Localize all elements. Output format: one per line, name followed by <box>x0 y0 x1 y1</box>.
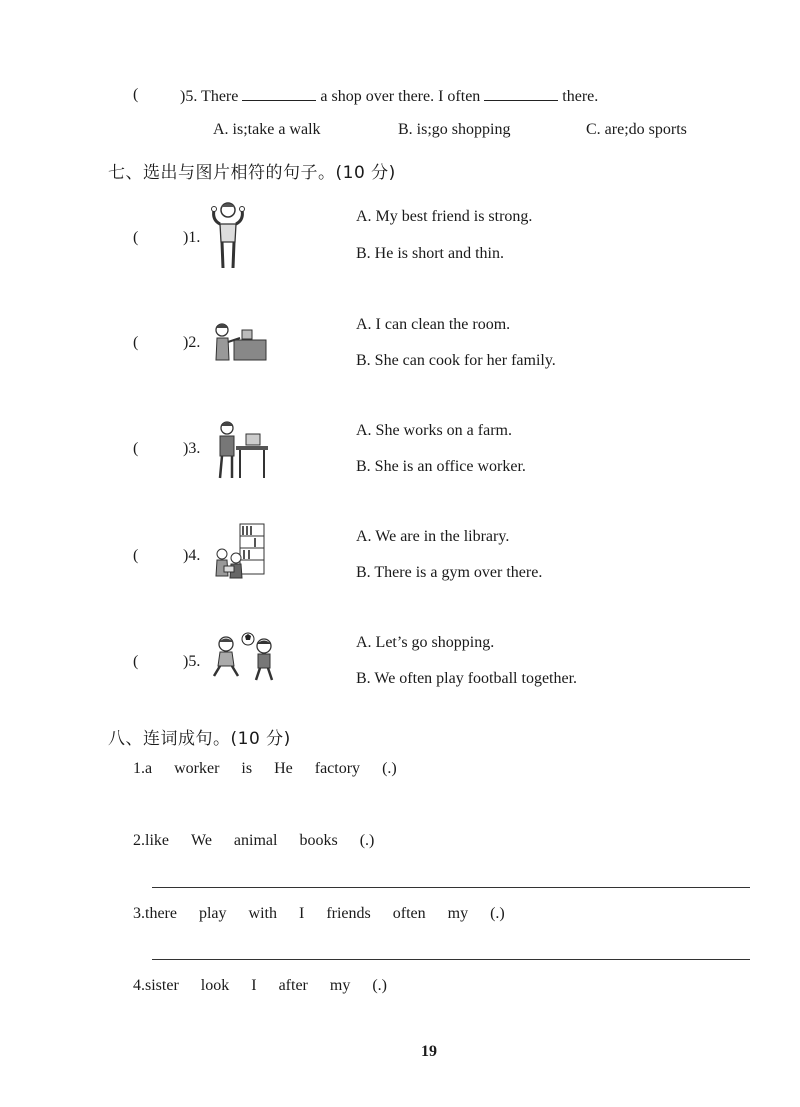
word: look <box>200 977 230 994</box>
option-a: A. is;take a walk <box>213 121 321 138</box>
word: my <box>329 977 351 994</box>
strong-boy-flexing-icon <box>208 198 248 272</box>
choice-b: B. We often play football together. <box>356 670 578 687</box>
choice-a: A. My best friend is strong. <box>356 208 533 225</box>
scrambled-sentence-2 <box>133 832 374 850</box>
word: books <box>299 832 338 849</box>
word: like <box>145 832 169 849</box>
scrambled-sentence-3 <box>133 905 505 923</box>
answer-paren-open: ( <box>133 86 139 103</box>
choice-a: A. I can clean the room. <box>356 316 511 333</box>
scrambled-sentence-1 <box>133 760 397 778</box>
item-number: 3. <box>133 905 145 922</box>
punctuation-hint: (.) <box>382 760 397 777</box>
item-number: 4. <box>133 977 145 994</box>
word: friends <box>326 905 371 922</box>
word: animal <box>233 832 278 849</box>
word: often <box>392 905 426 922</box>
item-number: )5. <box>183 653 201 670</box>
item-number: )4. <box>183 547 201 564</box>
choice-a: A. We are in the library. <box>356 528 510 545</box>
word: there <box>145 905 177 922</box>
kids-playing-football-icon <box>212 630 280 682</box>
word: I <box>251 977 257 994</box>
punctuation-hint: (.) <box>372 977 387 994</box>
choice-b: B. She can cook for her family. <box>356 352 556 369</box>
girl-cooking-icon <box>212 320 268 362</box>
answer-line[interactable] <box>152 959 750 960</box>
choice-b: B. She is an office worker. <box>356 458 526 475</box>
item-number: 2. <box>133 832 145 849</box>
word: after <box>278 977 308 994</box>
punctuation-hint: (.) <box>490 905 505 922</box>
word: sister <box>145 977 179 994</box>
choice-b: B. There is a gym over there. <box>356 564 543 581</box>
answer-paren: ( <box>133 229 139 246</box>
item-number: )2. <box>183 334 201 351</box>
punctuation-hint: (.) <box>359 832 375 849</box>
word: worker <box>174 760 220 777</box>
option-c: C. are;do sports <box>586 121 687 138</box>
sentence-part-3: there. <box>562 88 599 105</box>
question-number: 5. <box>185 88 198 105</box>
choice-a: A. She works on a farm. <box>356 422 512 439</box>
item-number: 1. <box>133 760 145 777</box>
page-number: 19 <box>421 1043 437 1060</box>
question-5 <box>180 86 598 106</box>
choice-b: B. He is short and thin. <box>356 245 504 262</box>
office-worker-at-desk-icon <box>212 418 270 480</box>
word: a <box>145 760 153 777</box>
word: I <box>298 905 305 922</box>
word: We <box>191 832 212 849</box>
choice-a: A. Let’s go shopping. <box>356 634 495 651</box>
word: my <box>447 905 469 922</box>
word: He <box>274 760 293 777</box>
word: with <box>248 905 277 922</box>
word: play <box>198 905 227 922</box>
sentence-part-1: There <box>201 88 239 105</box>
word: factory <box>314 760 361 777</box>
answer-paren: ( <box>133 547 139 564</box>
answer-paren: ( <box>133 440 139 457</box>
paren-close: ) <box>180 88 186 105</box>
item-number: )1. <box>183 229 201 246</box>
scrambled-sentence-4 <box>133 977 387 995</box>
section-7-heading: 七、选出与图片相符的句子。(10 分) <box>108 163 396 183</box>
sentence-part-2: a shop over there. I often <box>320 88 481 105</box>
answer-paren: ( <box>133 653 139 670</box>
option-b: B. is;go shopping <box>398 121 511 138</box>
answer-paren: ( <box>133 334 139 351</box>
section-8-heading: 八、连词成句。(10 分) <box>108 729 291 749</box>
item-number: )3. <box>183 440 201 457</box>
word: is <box>241 760 253 777</box>
answer-line[interactable] <box>152 887 750 888</box>
fill-blank-2[interactable] <box>484 86 558 101</box>
children-reading-in-library-icon <box>208 520 268 584</box>
fill-blank-1[interactable] <box>242 86 316 101</box>
